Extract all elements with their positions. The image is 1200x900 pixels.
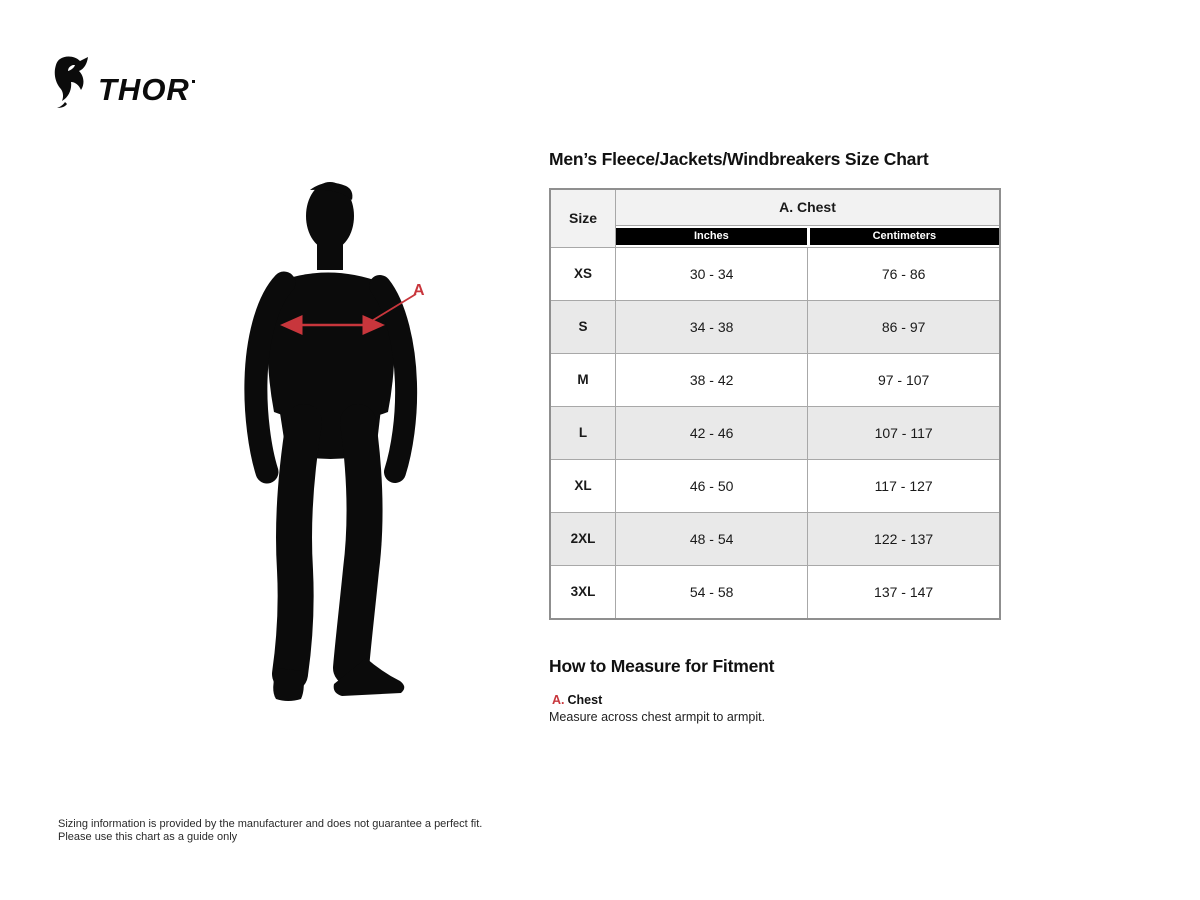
table-row-3xl: [550, 565, 1000, 619]
measure-description: Measure across chest armpit to armpit.: [549, 710, 766, 724]
body-measurement-diagram: [230, 150, 460, 720]
centimeters-value: 107 - 117: [808, 406, 1000, 459]
size-label: XL: [550, 459, 616, 512]
centimeters-value: 137 - 147: [808, 565, 1000, 619]
centimeters-value: 76 - 86: [808, 247, 1000, 300]
column-header-centimeters: Centimeters: [808, 225, 1000, 247]
thor-logo-wordmark: THOR: [98, 71, 190, 107]
logo-trademark-dot: [192, 80, 195, 83]
size-label: 3XL: [550, 565, 616, 619]
table-row-s: [550, 300, 1000, 353]
column-header-inches: Inches: [616, 225, 808, 247]
disclaimer-line-2: Please use this chart as a guide only: [58, 830, 238, 843]
measure-marker: A.: [552, 693, 565, 707]
size-chart-table: [549, 188, 1001, 620]
table-row-xs: [550, 247, 1000, 300]
centimeters-value: 117 - 127: [808, 459, 1000, 512]
size-label: M: [550, 353, 616, 406]
thor-logo-icon: [53, 56, 93, 108]
inches-value: 54 - 58: [616, 565, 808, 619]
size-label: 2XL: [550, 512, 616, 565]
how-to-measure-title: How to Measure for Fitment: [549, 656, 775, 676]
size-label: XS: [550, 247, 616, 300]
disclaimer-line-1: Sizing information is provided by the manufacturer and does not guarantee a perfect fit.: [58, 818, 483, 830]
size-label: S: [550, 300, 616, 353]
size-chart-title: Men’s Fleece/Jackets/Windbreakers Size Chart: [549, 149, 929, 169]
male-silhouette-icon: [230, 150, 460, 720]
inches-value: 42 - 46: [616, 406, 808, 459]
inches-value: 34 - 38: [616, 300, 808, 353]
measure-item-chest: [552, 693, 602, 707]
centimeters-value: 86 - 97: [808, 300, 1000, 353]
sizing-disclaimer: [58, 818, 482, 843]
table-row-m: [550, 353, 1000, 406]
table-row-xl: [550, 459, 1000, 512]
column-group-chest: A. Chest: [616, 189, 1001, 225]
centimeters-value: 97 - 107: [808, 353, 1000, 406]
thor-logo: [53, 56, 195, 108]
chest-marker-label: A: [413, 282, 425, 299]
measure-label: Chest: [567, 693, 603, 707]
inches-value: 46 - 50: [616, 459, 808, 512]
size-label: L: [550, 406, 616, 459]
table-row-2xl: [550, 512, 1000, 565]
inches-value: 30 - 34: [616, 247, 808, 300]
inches-value: 38 - 42: [616, 353, 808, 406]
column-header-size: Size: [550, 189, 616, 247]
inches-value: 48 - 54: [616, 512, 808, 565]
centimeters-value: 122 - 137: [808, 512, 1000, 565]
table-row-l: [550, 406, 1000, 459]
